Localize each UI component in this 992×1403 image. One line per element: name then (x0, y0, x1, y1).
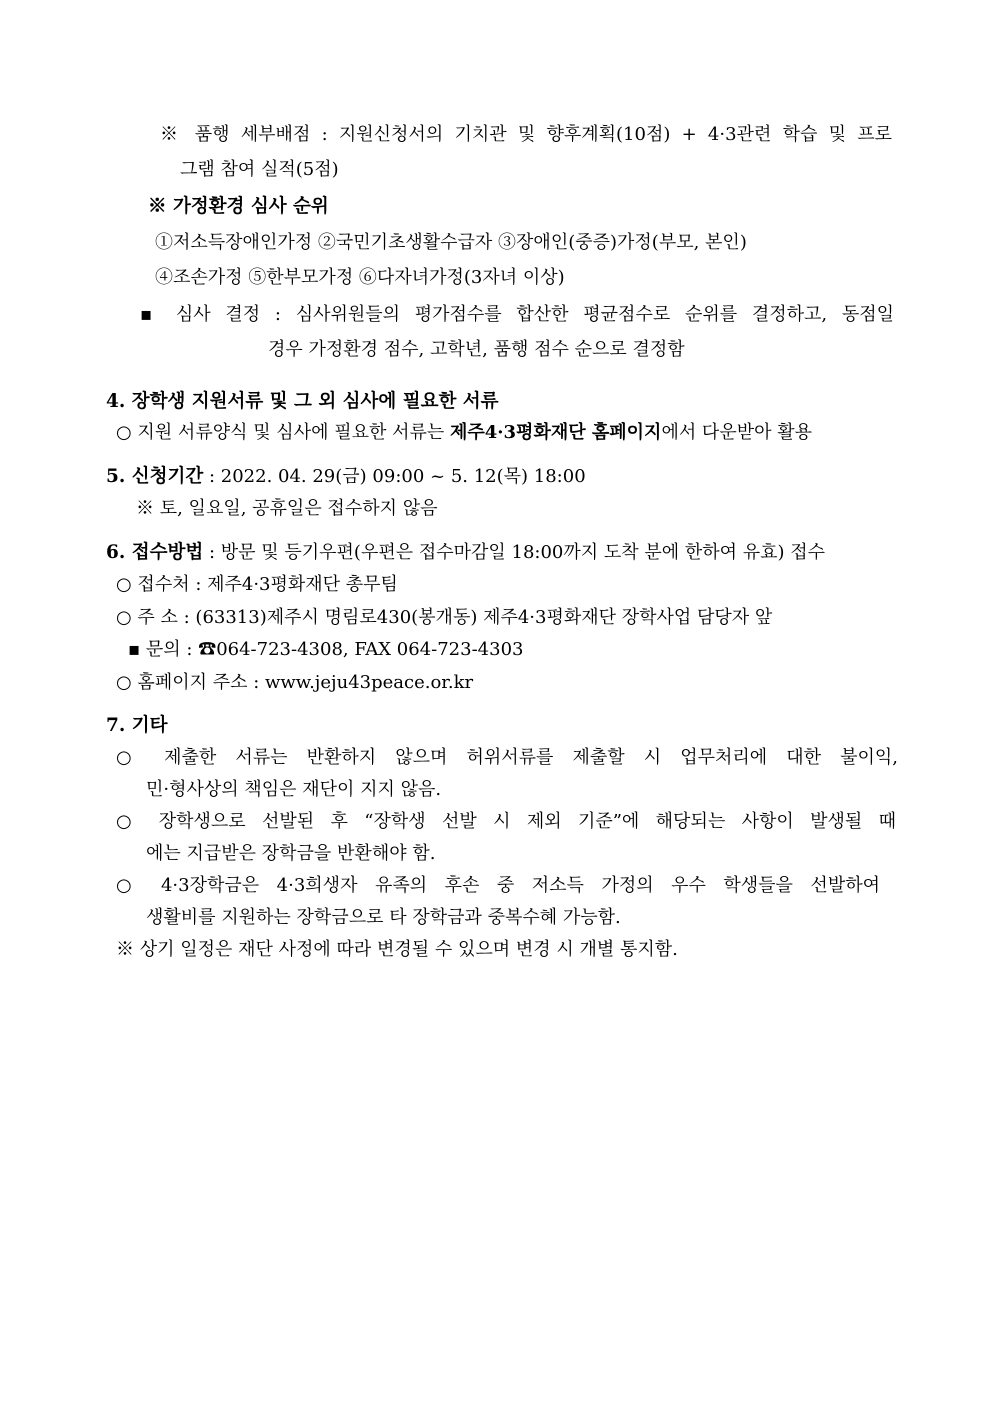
section-4-item (116, 421, 812, 445)
conduct-scoring-line-1: ※ 품행 세부배점 : 지원신청서의 기치관 및 향후계획(10점) + 4·3관련 학습 및 프로 (160, 124, 892, 145)
section-6-line (106, 541, 825, 565)
decision-line-1: ▪ 심사 결정 : 심사위원들의 평가점수를 합산한 평균점수로 순위를 결정하고, 동점일 (140, 304, 894, 325)
submission-place: ○ 접수처 : 제주4·3평화재단 총무팀 (116, 574, 398, 595)
family-ranking-line-2: ④조손가정 ⑤한부모가정 ⑥다자녀가정(3자녀 이상) (155, 267, 565, 288)
etc-item-2-line-2: 에는 지급받은 장학금을 반환해야 함. (146, 843, 436, 864)
decision-line-2: 경우 가정환경 점수, 고학년, 품행 점수 순으로 결정함 (268, 339, 685, 360)
section-6-title: 6. 접수방법 (106, 542, 204, 563)
etc-item-3-line-1: ○ 4·3장학금은 4·3희생자 유족의 후손 중 저소득 가정의 우수 학생들을 선발하여 (116, 875, 880, 896)
etc-item-1-line-2: 민·형사상의 책임은 재단이 지지 않음. (146, 779, 442, 800)
application-period: : 2022. 04. 29(금) 09:00 ~ 5. 12(목) 18:00 (203, 466, 586, 487)
homepage-name: 제주4·3평화재단 홈페이지 (449, 422, 662, 443)
etc-item-1-line-1: ○ 제출한 서류는 반환하지 않으며 허위서류를 제출할 시 업무처리에 대한 불이익, (116, 747, 898, 768)
section-7-title: 7. 기타 (106, 715, 168, 736)
contact-info: ▪ 문의 : ☎064-723-4308, FAX 064-723-4303 (128, 639, 524, 660)
family-ranking-title: ※ 가정환경 심사 순위 (148, 196, 329, 217)
section-4-title: 4. 장학생 지원서류 및 그 외 심사에 필요한 서류 (106, 391, 499, 412)
submission-address: ○ 주 소 : (63313)제주시 명림로430(봉개동) 제주4·3평화재단 장학사업 담당자 앞 (116, 607, 773, 628)
section-4-item-suffix: 에서 다운받아 활용 (661, 422, 812, 443)
submission-method: : 방문 및 등기우편(우편은 접수마감일 18:00까지 도착 분에 한하여 유효) 접수 (203, 542, 826, 563)
family-ranking-line-1: ①저소득장애인가정 ②국민기초생활수급자 ③장애인(중증)가정(부모, 본인) (155, 232, 747, 253)
conduct-scoring-line-2: 그램 참여 실적(5점) (180, 159, 339, 180)
etc-note: ※ 상기 일정은 재단 사정에 따라 변경될 수 있으며 변경 시 개별 통지함. (116, 939, 678, 960)
etc-item-3-line-2: 생활비를 지원하는 장학금으로 타 장학금과 중복수혜 가능함. (146, 907, 621, 928)
section-5-line (106, 465, 586, 489)
section-5-title: 5. 신청기간 (106, 466, 204, 487)
section-5-note: ※ 토, 일요일, 공휴일은 접수하지 않음 (136, 498, 438, 519)
homepage-address: ○ 홈페이지 주소 : www.jeju43peace.or.kr (116, 672, 474, 693)
etc-item-2-line-1: ○ 장학생으로 선발된 후 “장학생 선발 시 제외 기준”에 해당되는 사항이 발생될 때 (116, 811, 896, 832)
section-4-item-text: ○ 지원 서류양식 및 심사에 필요한 서류는 (116, 422, 450, 443)
